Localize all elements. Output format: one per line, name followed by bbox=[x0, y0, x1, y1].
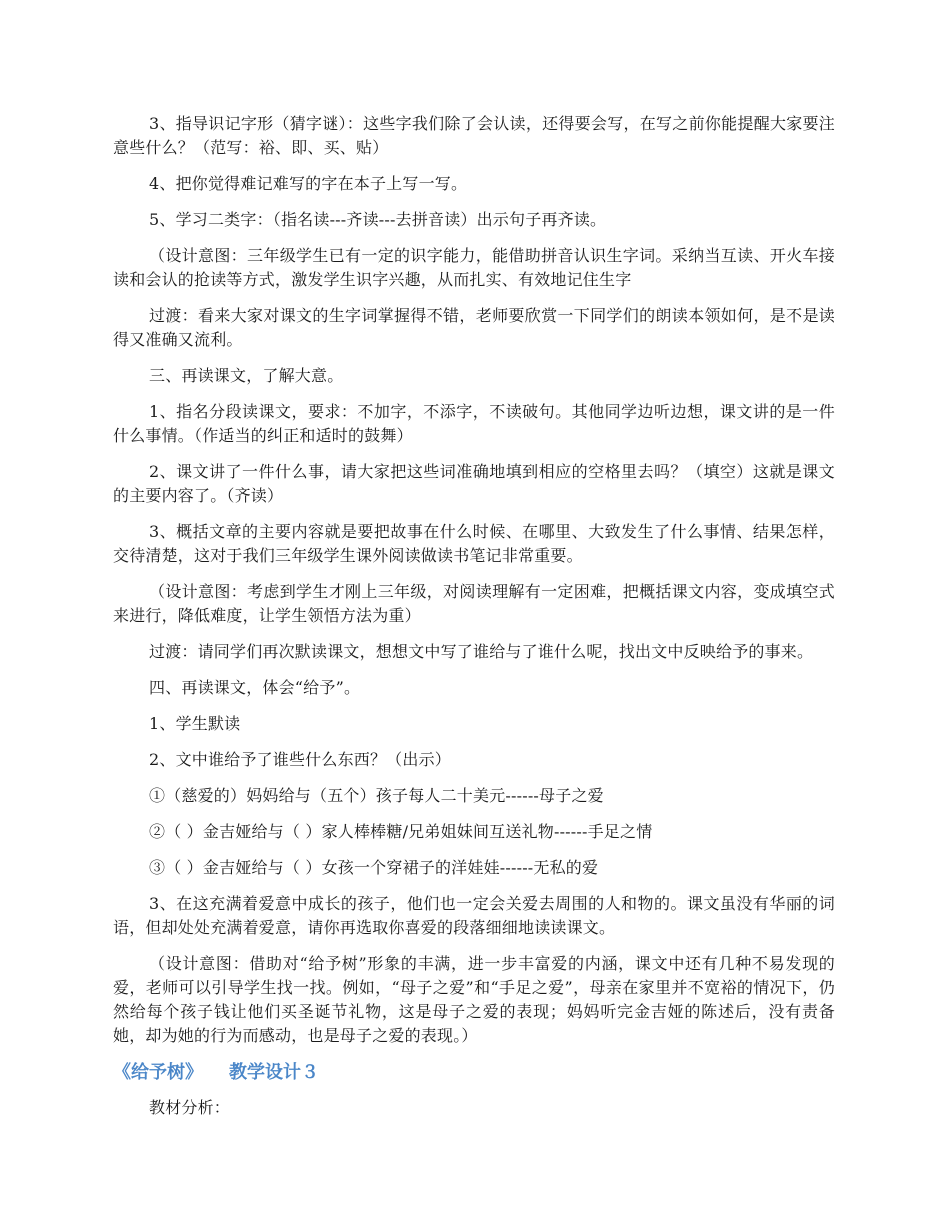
lesson-heading-subtitle: 教学设计３ bbox=[229, 1062, 319, 1083]
paragraph-second-class-chars: 5、学习二类字：（指名读---齐读---去拼音读）出示句子再齐读。 bbox=[149, 210, 607, 229]
document-body bbox=[113, 112, 835, 1132]
list-item-mother-love: ①（慈爱的）妈妈给与（五个）孩子每人二十美元------母子之爱 bbox=[149, 786, 604, 805]
paragraph-fill-blank: 2、课文讲了一件什么事，请大家把这些词准确地填到相应的空格里去吗？（填空）这就是课文的主要内容了。（齐读） bbox=[113, 462, 835, 505]
paragraph-silent-read: 1、学生默读 bbox=[149, 714, 241, 733]
paragraph-write-practice: 4、把你觉得难记难写的字在本子上写一写。 bbox=[149, 174, 468, 193]
list-item-selfless-love: ③（ ）金吉娅给与（ ）女孩一个穿裙子的洋娃娃------无私的爱 bbox=[149, 858, 599, 877]
paragraph-design-intent-1: （设计意图：三年级学生已有一定的识字能力，能借助拼音认识生字词。采纳当互读、开火车接读和会认的抢读等方式，激发学生识字兴趣，从而扎实、有效地记住生字 bbox=[113, 246, 835, 289]
paragraph-material-analysis: 教材分析： bbox=[149, 1098, 231, 1117]
section-heading-3: 三、再读课文，了解大意。 bbox=[149, 366, 344, 385]
paragraph-char-shape: 3、指导识记字形（猜字谜）：这些字我们除了会认读，还得要会写，在写之前你能提醒大家要注意些什么？（范写：裕、即、买、贴） bbox=[113, 114, 835, 157]
paragraph-summarize: 3、概括文章的主要内容就是要把故事在什么时候、在哪里、大致发生了什么事情、结果怎样，交待清楚，这对于我们三年级学生课外阅读做读书笔记非常重要。 bbox=[113, 522, 835, 565]
paragraph-who-gave: 2、文中谁给予了谁些什么东西？（出示） bbox=[149, 750, 451, 769]
paragraph-read-sections: 1、指名分段读课文，要求：不加字，不添字，不读破句。其他同学边听边想，课文讲的是一件什么事情。（作适当的纠正和适时的鼓舞） bbox=[113, 402, 835, 445]
paragraph-design-intent-3: （设计意图：借助对“给予树”形象的丰满，进一步丰富爱的内涵，课文中还有几种不易发现的爱，老师可以引导学生找一找。例如，“母子之爱”和“手足之爱”，母亲在家里并不宽裕的情况下，仍然给每个孩子钱让他们买圣诞节礼物，这是母子之爱的表现；妈妈听完金吉娅的陈述后，没有责备她，却为她的行为而感动，也是母子之爱的表现。） bbox=[113, 954, 835, 1045]
paragraph-love-growth: 3、在这充满着爱意中成长的孩子，他们也一定会关爱去周围的人和物的。课文虽没有华丽的词语，但却处处充满着爱意，请你再选取你喜爱的段落细细地读读课文。 bbox=[113, 894, 835, 937]
paragraph-design-intent-2: （设计意图：考虑到学生才刚上三年级，对阅读理解有一定困难，把概括课文内容，变成填空式来进行，降低难度，让学生领悟方法为重） bbox=[113, 582, 835, 625]
section-heading-4: 四、再读课文，体会“给予”。 bbox=[149, 678, 361, 697]
paragraph-transition-2: 过渡：请同学们再次默读课文，想想文中写了谁给与了谁什么呢，找出文中反映给予的事来。 bbox=[149, 642, 814, 661]
list-item-sibling-love: ②（ ）金吉娅给与（ ）家人棒棒糖/兄弟姐妹间互送礼物------手足之情 bbox=[149, 822, 653, 841]
paragraph-transition-1: 过渡：看来大家对课文的生字词掌握得不错，老师要欣赏一下同学们的朗读本领如何，是不是读得又准确又流利。 bbox=[113, 306, 835, 349]
lesson-heading bbox=[113, 1060, 835, 1086]
lesson-heading-title: 《给予树》 bbox=[113, 1062, 203, 1083]
